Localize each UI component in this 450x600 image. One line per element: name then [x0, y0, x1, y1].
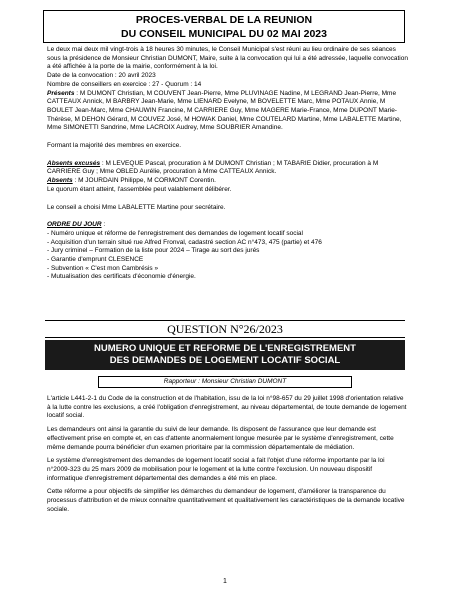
question-number: QUESTION N°26/2023: [167, 322, 283, 336]
question-heading-line-1: NUMERO UNIQUE ET REFORME DE L'ENREGISTREMENT: [94, 343, 356, 354]
excused-list: : M LEVEQUE Pascal, procuration à M DUMONT Christian ; M TABARIE Didier, procuration à M CARRIERE Guy ; Mme OBLED Aurélie, procuration à Mme CATTEAUX Annick.: [47, 159, 379, 176]
absents-label: Absents: [47, 177, 73, 185]
agenda-colon: :: [101, 221, 106, 229]
agenda-item: - Acquisition d'un terrain situé rue Alfred Fronval, cadastré section AC n°473, 475 (partie) et 476: [47, 238, 322, 246]
agenda-heading: [47, 221, 409, 230]
convocation-date: Date de la convocation : 20 avril 2023: [47, 72, 156, 80]
quorum-line: Le quorum étant atteint, l'assemblée peut valablement délibérer.: [47, 185, 232, 193]
agenda-list: [47, 230, 409, 282]
body-paragraph: L'article L441-2-1 du Code de la construction et de l'habitation, issu de la loi n°98-657 du 29 juillet 1998 d'orientation relative à la lutte contre les exclusions, a créé l'obligation d'enregistrement, au niveau départemental, de toute demande de logement locatif social.: [47, 395, 407, 420]
body-paragraph: Le système d'enregistrement des demandes de logement locatif social a fait l'objet d'une réforme importante par la loi n°2009-323 du 25 mars 2009 de mobilisation pour le logement et la lutte contre l'exclusion. Un nouveau dispositif informatique d'enregistrement départemental des demandes a été mis en place.: [47, 457, 385, 482]
agenda-label: ORDRE DU JOUR: [47, 221, 102, 229]
separator-top: [45, 320, 405, 321]
presents-list: : M DUMONT Christian, M COUVENT Jean-Pierre, Mme PLUVINAGE Nadine, M LEGRAND Jean-Pierre, Mme CATTEAUX Annick, M BARBRY Jean-Marie, Mme LIENARD Evelyne, M BOVELETTE Marc, Mme POTAUX Annie, M BOULET Jean-Marc, Mme CHAUWIN Francine, M CARRIERE Guy, Mme MAGERE Marie-France, Mme DUPONT Marie-Thérèse, M DEHON Gérard, M COUVEZ José, M HOWAK Daniel, Mme COUTELARD Martine, Mme LABALETTE Martine, Mme SIMONETTI Sandrine, Mme LACROIX Audrey, Mme SOUBRIER Amandine.: [47, 89, 402, 132]
excused-label: Absents excusés: [47, 159, 101, 167]
absents-paragraph: [47, 177, 409, 186]
title-line-2: DU CONSEIL MUNICIPAL DU 02 MAI 2023: [121, 28, 327, 40]
body-paragraph: Cette réforme a pour objectifs de simplifier les démarches du demandeur de logement, d'améliorer la transparence du processus d'attribution et de mieux connaître quantitativement et qualitativement les caractéristiques de la demande locative sociale.: [47, 488, 405, 513]
majority-line: Formant la majorité des membres en exercice.: [47, 142, 182, 150]
separator-bottom: [45, 337, 405, 338]
page-number: 1: [223, 578, 227, 585]
presents-label: Présents: [47, 89, 75, 97]
agenda-item: - Numéro unique et réforme de l'enregistrement des demandes de logement locatif social: [47, 229, 303, 237]
deliberation-body: [47, 395, 407, 519]
question-heading-band: [45, 340, 405, 370]
secretary-line: Le conseil a choisi Mme LABALETTE Martine pour secrétaire.: [47, 203, 226, 211]
absents-list: : M JOURDAIN Philippe, M CORMONT Corentin.: [72, 177, 216, 185]
question-heading-line-2: DES DEMANDES DE LOGEMENT LOCATIF SOCIAL: [109, 355, 341, 366]
agenda-item: - Garantie d'emprunt CLESENCE: [47, 256, 144, 264]
presents-paragraph: [47, 90, 409, 134]
rapporteur-box: Rapporteur : Monsieur Christian DUMONT: [98, 376, 352, 388]
body-paragraph: Les demandeurs ont ainsi la garantie du suivi de leur demande. Ils disposent de l'assurance que leur demande est effectivement prise en compte et, en cas d'attente anormalement longue mesurée par le système d'enregistrement, cette même demande pourra bénéficier d'un examen prioritaire par la commission départementale de médiation.: [47, 426, 394, 451]
agenda-item: - Jury criminel – Formation de la liste pour 2024 – Tirage au sort des jurés: [47, 247, 260, 255]
agenda-item: - Mutualisation des certificats d'économie d'énergie.: [47, 273, 196, 281]
agenda-item: - Subvention « C'est mon Cambrésis »: [47, 264, 159, 272]
excused-paragraph: [47, 160, 409, 177]
title-line-1: PROCES-VERBAL DE LA REUNION: [135, 14, 313, 26]
intro-section: [47, 46, 409, 282]
members-count: Nombre de conseillers en exercice : 27 - Quorum : 14: [47, 80, 202, 88]
document-title-box: [43, 10, 405, 43]
opening-paragraph: Le deux mai deux mil vingt-trois à 18 heures 30 minutes, le Conseil Municipal s'est réuni au lieu ordinaire de ses séances sous la présidence de Monsieur Christian DUMONT, Maire, suite à la convocation qui lui a été adressée, laquelle convocation a été affichée à la porte de la mairie, conformément à la loi.: [47, 46, 408, 71]
